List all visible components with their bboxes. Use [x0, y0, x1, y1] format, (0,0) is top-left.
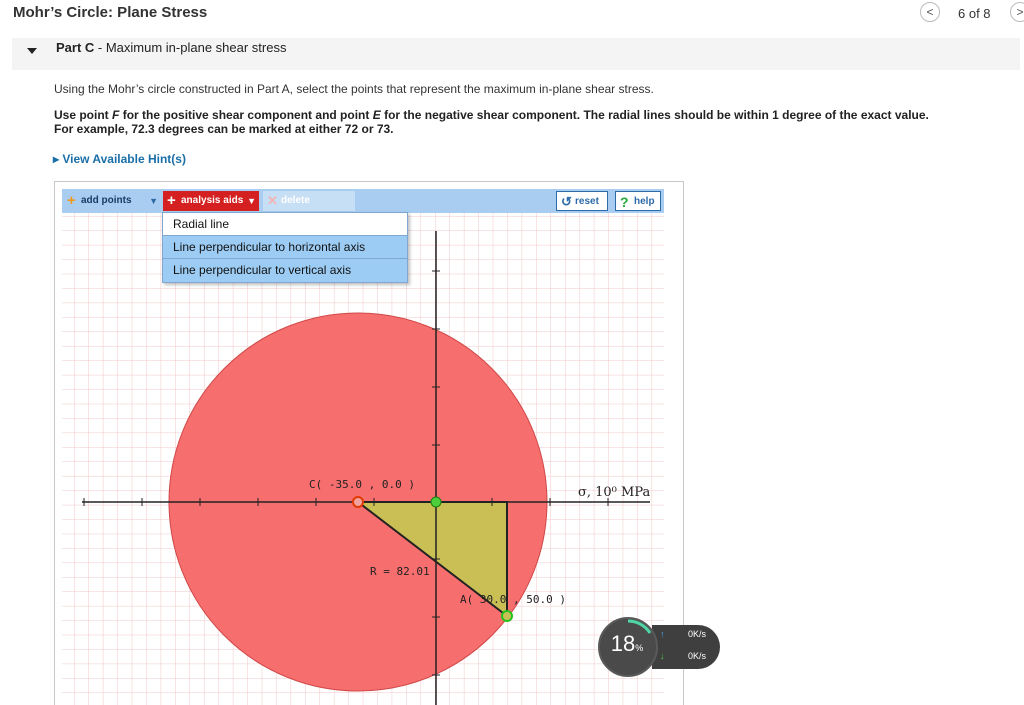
- sigma-axis-label: σ, 10⁰ MPa: [578, 485, 651, 500]
- mohr-chart[interactable]: [62, 213, 664, 705]
- plus-icon: +: [67, 192, 76, 209]
- instruction-part: for the positive shear component and point: [119, 108, 373, 122]
- plus-icon: +: [167, 192, 176, 209]
- instruction-part: Use point: [54, 108, 113, 122]
- page-title: Mohr’s Circle: Plane Stress: [13, 4, 208, 21]
- radius-label: R = 82.01: [370, 565, 430, 578]
- point-a[interactable]: [502, 611, 512, 621]
- download-speed: 0K/s: [688, 651, 707, 661]
- upload-arrow-icon: ↑: [660, 629, 665, 639]
- delete-element-label: delete: [281, 195, 310, 206]
- download-arrow-icon: ↓: [660, 651, 665, 661]
- help-button[interactable]: [615, 191, 661, 211]
- percent-unit: %: [635, 643, 644, 653]
- reset-label: reset: [575, 196, 599, 207]
- instruction-example: For example, 72.3 degrees can be marked at either 72 or 73.: [54, 122, 394, 136]
- upload-speed: 0K/s: [688, 629, 707, 639]
- dropdown-arrow-icon: ▼: [149, 196, 158, 206]
- point-a-label: A( 30.0 , 50.0 ): [460, 593, 566, 606]
- center-label: C( -35.0 , 0.0 ): [309, 478, 415, 491]
- collapse-triangle-icon[interactable]: [27, 48, 37, 54]
- reset-button[interactable]: [556, 191, 608, 211]
- axis-origin-point[interactable]: [431, 497, 441, 507]
- close-icon: ✕: [267, 193, 278, 208]
- chevron-left-icon: <: [926, 5, 934, 19]
- add-points-label: add points: [81, 195, 132, 206]
- point-e-label: E: [372, 108, 381, 122]
- help-icon: ?: [620, 194, 629, 210]
- instruction-text: Using the Mohr’s circle constructed in Part A, select the points that represent the maximum in-plane shear stress.: [54, 82, 654, 96]
- previous-button[interactable]: [920, 2, 940, 22]
- page-counter: 6 of 8: [958, 6, 991, 21]
- dropdown-arrow-icon: ▼: [247, 196, 256, 206]
- menu-item-perpendicular-vertical[interactable]: Line perpendicular to vertical axis: [163, 259, 407, 282]
- analysis-aids-button[interactable]: [163, 191, 259, 211]
- center-point[interactable]: [353, 497, 363, 507]
- percent-value: 18: [610, 631, 636, 656]
- instruction-detail: [54, 108, 1019, 136]
- point-f-label: F: [112, 108, 120, 122]
- help-label: help: [634, 196, 655, 207]
- reset-icon: ↺: [561, 194, 572, 209]
- chevron-right-icon: >: [1016, 5, 1024, 19]
- analysis-aids-label: analysis aids: [181, 195, 244, 206]
- instruction-part: for the negative shear component. The radial lines should be within 1 degree of the exact value.: [380, 108, 929, 122]
- network-widget[interactable]: [598, 617, 720, 677]
- analysis-aids-menu: [162, 212, 408, 283]
- part-title: [56, 40, 286, 55]
- view-hints-link[interactable]: ▸ View Available Hint(s): [53, 152, 186, 166]
- delete-element-button[interactable]: [263, 191, 355, 211]
- next-button[interactable]: [1010, 2, 1024, 22]
- menu-item-radial-line[interactable]: Radial line: [163, 213, 407, 236]
- hints-label: View Available Hint(s): [62, 152, 186, 166]
- top-bar: [0, 0, 1024, 30]
- part-label: - Maximum in-plane shear stress: [94, 40, 287, 55]
- menu-item-perpendicular-horizontal[interactable]: Line perpendicular to horizontal axis: [163, 236, 407, 259]
- part-prefix: Part C: [56, 40, 95, 55]
- add-points-button[interactable]: [63, 191, 161, 211]
- percent-display: [598, 631, 656, 657]
